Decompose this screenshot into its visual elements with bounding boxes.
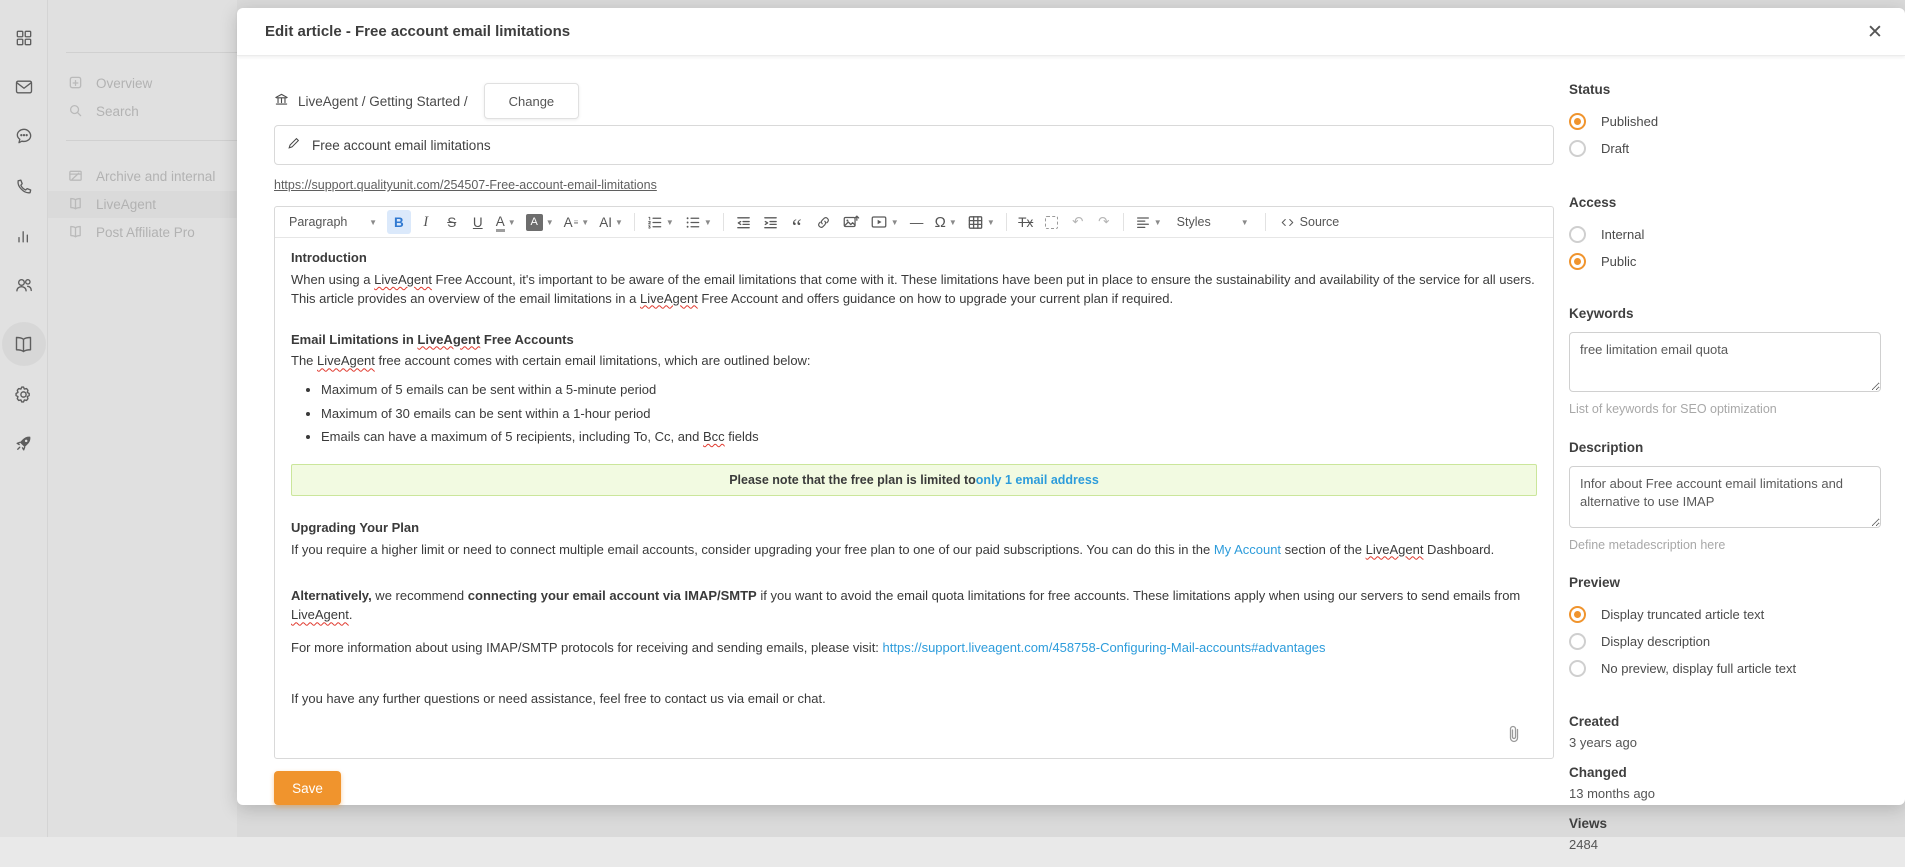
remove-format-button[interactable]: Tx [1015,210,1037,234]
paragraph-format-dropdown[interactable]: Paragraph ▼ [283,210,383,234]
content-heading: Email Limitations in LiveAgent Free Accounts [291,331,1537,350]
description-section [1569,440,1889,552]
content-paragraph: If you require a higher limit or need to connect multiple email accounts, consider upgrading your free plan to one of our paid subscriptions. You can do this in the My Account section of the LiveAgent Dashboard. [291,541,1537,560]
radio-no-preview[interactable]: No preview, display full article text [1569,655,1889,682]
close-icon[interactable]: ✕ [1861,18,1889,46]
insert-image-button[interactable] [839,210,863,234]
underline-button[interactable]: U [467,210,489,234]
article-editor-column [274,74,1554,805]
redo-button[interactable]: ↷ [1093,210,1115,234]
content-heading: Upgrading Your Plan [291,519,1537,538]
access-label: Access [1569,195,1889,210]
article-url-link[interactable]: https://support.qualityunit.com/254507-Free-account-email-limitations [274,178,657,192]
access-section [1569,195,1889,275]
modal-title: Edit article - Free account email limitations [265,23,570,40]
description-textarea[interactable] [1569,466,1881,528]
toolbar-separator [634,213,635,231]
line-height-button[interactable]: AI ▼ [596,210,626,234]
article-settings-panel [1569,82,1889,867]
radio-display-description[interactable]: Display description [1569,628,1889,655]
status-label: Status [1569,82,1889,97]
chevron-down-icon: ▼ [987,218,995,227]
sidebar-item-label: LiveAgent [96,197,156,212]
toolbar-separator [1265,213,1266,231]
source-button[interactable]: Source [1274,210,1346,234]
radio-icon [1569,140,1586,157]
bold-button[interactable]: B [387,210,411,234]
font-size-button[interactable]: A ≡ ▼ [561,210,593,234]
content-paragraph: If you have any further questions or need assistance, feel free to contact us via email or chat. [291,690,1537,709]
description-label: Description [1569,440,1889,455]
attachment-paperclip-icon[interactable] [1507,725,1521,748]
note-callout: Please note that the free plan is limited to only 1 email address [291,464,1537,496]
keywords-label: Keywords [1569,306,1889,321]
styles-dropdown[interactable]: Styles ▼ [1169,210,1257,234]
category-row [274,83,1554,119]
my-account-link[interactable]: My Account [1214,542,1281,557]
text-align-button[interactable] [1132,210,1165,234]
keywords-helper-text: List of keywords for SEO optimization [1569,402,1889,416]
indent-button[interactable] [759,210,782,234]
editor-content[interactable] [275,238,1553,720]
bulleted-list-button[interactable] [681,210,715,234]
save-button[interactable]: Save [274,771,341,805]
breadcrumb-path: LiveAgent / Getting Started / [298,94,468,109]
email-address-link[interactable]: only 1 email address [976,471,1099,489]
undo-button[interactable]: ↶ [1067,210,1089,234]
radio-public[interactable]: Public [1569,248,1889,275]
chevron-down-icon: ▼ [615,218,623,227]
insert-media-button[interactable] [867,210,902,234]
editor-toolbar [275,207,1553,238]
special-character-button[interactable]: Ω ▼ [932,210,960,234]
radio-icon [1569,660,1586,677]
edit-article-modal [237,8,1905,805]
blockquote-button[interactable]: “ [786,210,808,234]
rich-text-editor [274,206,1554,759]
insert-table-button[interactable] [964,210,998,234]
chevron-down-icon: ▼ [546,218,554,227]
horizontal-line-button[interactable]: — [906,210,928,234]
select-all-button[interactable] [1041,210,1063,234]
radio-internal[interactable]: Internal [1569,221,1889,248]
views-label: Views [1569,816,1889,831]
chevron-down-icon: ▼ [891,218,899,227]
category-bank-icon [274,92,289,110]
toolbar-separator [723,213,724,231]
content-heading: Introduction [291,249,1537,268]
changed-label: Changed [1569,765,1889,780]
numbered-list-button[interactable] [643,210,677,234]
list-item: • Maximum of 5 emails can be sent within a 5-minute period [321,381,1537,400]
limitations-list [321,381,1537,447]
radio-display-truncated[interactable]: Display truncated article text [1569,601,1889,628]
change-category-button[interactable]: Change [484,83,580,119]
sidebar-item-label: Archive and internal [96,169,215,184]
toolbar-separator [1123,213,1124,231]
sidebar-item-label: Overview [96,76,152,91]
chevron-down-icon: ▼ [704,218,712,227]
list-item: • Maximum of 30 emails can be sent within a 1-hour period [321,405,1537,424]
list-item: • Emails can have a maximum of 5 recipients, including To, Cc, and Bcc fields [321,428,1537,447]
status-section [1569,82,1889,162]
chevron-down-icon: ▼ [1154,218,1162,227]
content-paragraph: For more information about using IMAP/SMTP protocols for receiving and sending emails, please visit: https://support.liveagent.com/458758-Configuring-Mail-accounts#advantages [291,639,1537,658]
article-title-input[interactable] [312,138,1541,153]
radio-icon [1569,606,1586,623]
article-title-field[interactable] [274,125,1554,165]
keywords-section [1569,306,1889,416]
font-color-button[interactable]: A ▼ [493,210,519,234]
chevron-down-icon: ▼ [581,218,589,227]
preview-section [1569,575,1889,682]
toolbar-separator [1006,213,1007,231]
views-value: 2484 [1569,837,1889,852]
created-label: Created [1569,714,1889,729]
configuring-mail-accounts-link[interactable]: https://support.liveagent.com/458758-Configuring-Mail-accounts#advantages [883,640,1326,655]
chevron-down-icon: ▼ [508,218,516,227]
sidebar-item-label: Post Affiliate Pro [96,225,195,240]
chevron-down-icon: ▼ [369,218,377,227]
radio-icon [1569,253,1586,270]
content-paragraph: Alternatively, we recommend connecting your email account via IMAP/SMTP if you want to avoid the email quota limitations for free accounts. These limitations apply when using our servers to send emails from LiveAgent. [291,587,1537,625]
created-value: 3 years ago [1569,735,1889,750]
italic-button[interactable]: I [415,210,437,234]
radio-icon [1569,226,1586,243]
chevron-down-icon: ▼ [1241,218,1249,227]
modal-header [237,8,1905,56]
breadcrumb [274,92,468,110]
content-paragraph: When using a LiveAgent Free Account, it's important to be aware of the email limitations that come with it. These limitations have been put in place to ensure the sustainability and availability of the service for all users. This article provides an overview of the email limitations in a LiveAgent Free Account and offers guidance on how to upgrade your current plan if required. [291,271,1537,309]
description-helper-text: Define metadescription here [1569,538,1889,552]
insert-link-button[interactable] [812,210,835,234]
radio-icon [1569,633,1586,650]
chevron-down-icon: ▼ [949,218,957,227]
radio-draft[interactable]: Draft [1569,135,1889,162]
chevron-down-icon: ▼ [666,218,674,227]
sidebar-item-label: Search [96,104,139,119]
preview-label: Preview [1569,575,1889,590]
changed-value: 13 months ago [1569,786,1889,801]
strikethrough-button[interactable]: S [441,210,463,234]
outdent-button[interactable] [732,210,755,234]
keywords-textarea[interactable] [1569,332,1881,392]
radio-published[interactable]: Published [1569,108,1889,135]
background-color-button[interactable]: A ▼ [523,210,557,234]
created-meta [1569,714,1889,852]
content-paragraph: The LiveAgent free account comes with certain email limitations, which are outlined below: [291,352,1537,371]
radio-icon [1569,113,1586,130]
pencil-icon [287,136,301,155]
